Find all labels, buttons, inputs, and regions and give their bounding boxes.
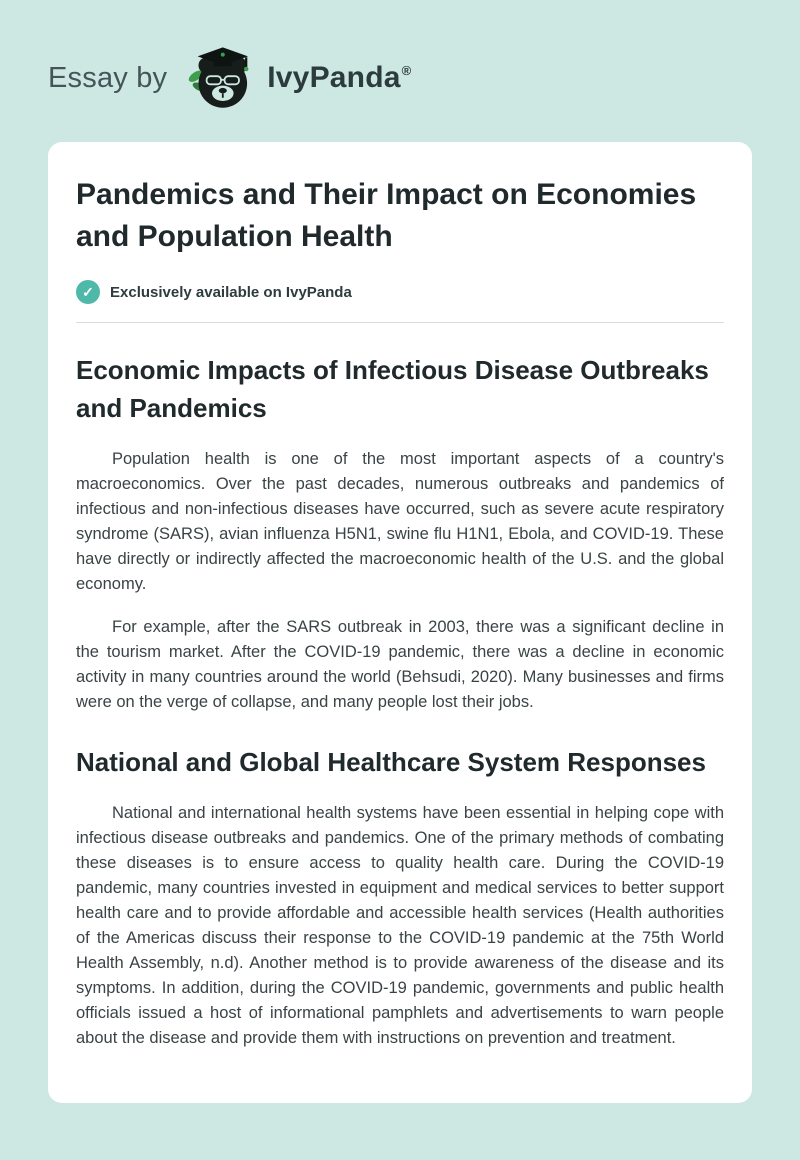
- paragraph: National and international health systems have been essential in helping cope with infectious disease outbreaks and pandemics. One of the primary methods of combating these diseases is to ensure access to quality health care. During the COVID-19 pandemic, many countries invested in equipment and medical services to better support health care and to provide affordable and accessible health services (Health authorities of the Americas discuss their response to the COVID-19 pandemic at the 75th World Health Assembly, n.d). Another method is to provide awareness of the disease and its symptoms. In addition, during the COVID-19 pandemic, governments and public health officials issued a host of informational pamphlets and advertisements to warn people about the disease and provide them with instructions on prevention and treatment.: [76, 804, 724, 1047]
- check-icon: ✓: [76, 280, 100, 304]
- brand-name: [267, 61, 411, 95]
- panda-logo-icon: [185, 45, 257, 111]
- paragraph: For example, after the SARS outbreak in 2003, there was a significant decline in the tourism market. After the COVID-19 pandemic, there was a decline in economic activity in many countries around the world (Behsudi, 2020). Many businesses and firms were on the verge of collapse, and many people lost their jobs.: [76, 618, 724, 711]
- section-healthcare-responses: [76, 743, 724, 1051]
- section-heading: National and Global Healthcare System Responses: [76, 747, 706, 777]
- brand-text: IvyPanda: [267, 61, 401, 94]
- availability-badge: [76, 280, 724, 304]
- section-economic-impacts: [76, 351, 724, 715]
- availability-label: Exclusively available on IvyPanda: [110, 283, 352, 301]
- ivypanda-logo: [185, 45, 257, 111]
- essay-by-label: Essay by: [48, 61, 168, 94]
- header: [0, 0, 800, 118]
- paragraph: Population health is one of the most important aspects of a country's macroeconomics. Over the past decades, numerous outbreaks and pandemics of infectious and non-infectious diseases have occurred, such as severe acute respiratory syndrome (SARS), avian influenza H5N1, swine flu H1N1, Ebola, and COVID-19. These have directly or indirectly affected the macroeconomic health of the U.S. and the global economy.: [76, 450, 724, 593]
- section-heading: Economic Impacts of Infectious Disease Outbreaks and Pandemics: [76, 355, 709, 423]
- essay-card: [48, 142, 752, 1103]
- divider: [76, 322, 724, 323]
- page-title: Pandemics and Their Impact on Economies and Population Health: [76, 178, 697, 253]
- registered-mark: ®: [401, 63, 412, 78]
